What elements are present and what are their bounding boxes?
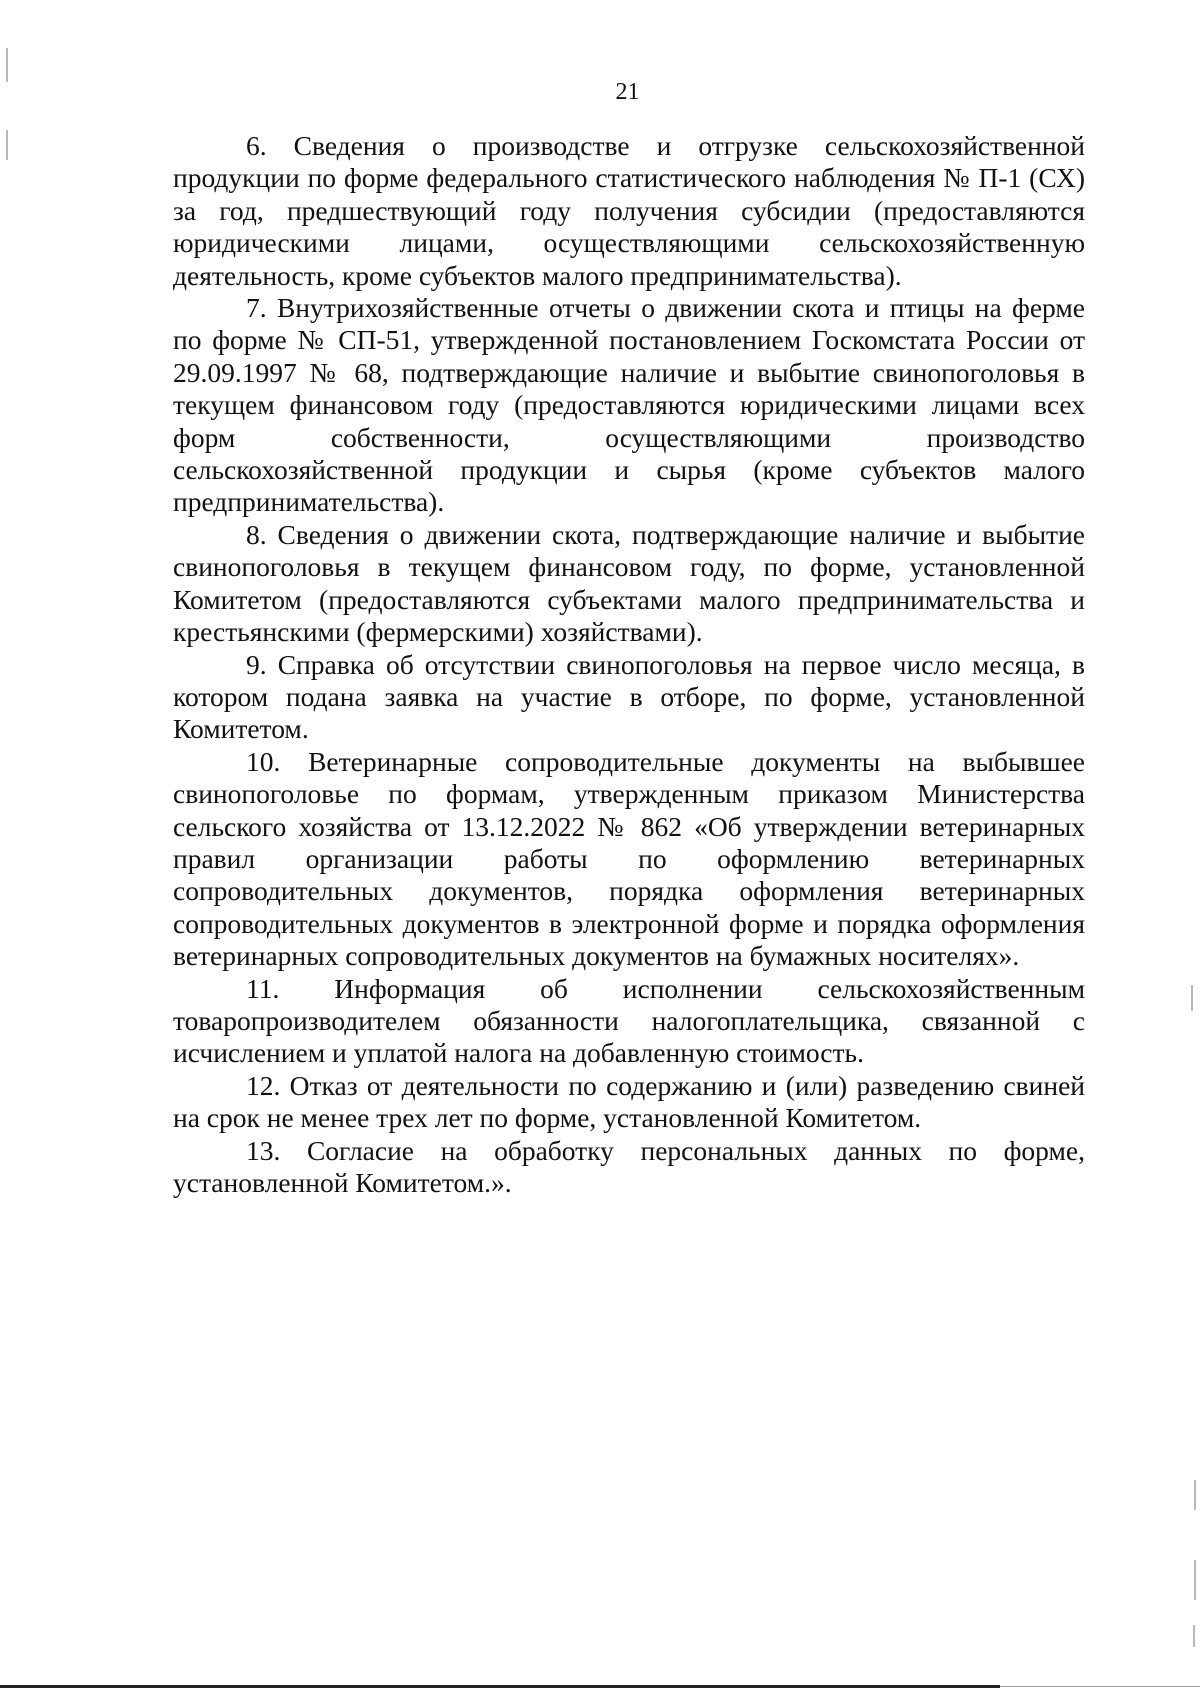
scan-bottom-edge-line-faint [1000, 1686, 1200, 1687]
paragraph-9: 9. Справка об отсутствии свинопоголовья на первое число месяца, в котором подана заявка на участие в отборе, по форме, установленной Комитетом. [173, 648, 1085, 745]
scan-edge-mark-left-mid [6, 130, 8, 160]
scan-bottom-edge-line [0, 1685, 1000, 1688]
paragraph-7: 7. Внутрихозяйственные отчеты о движении скота и птицы на ферме по форме № СП-51, утвержденной постановлением Госкомстата России от 29.09.1997 № 68, подтверждающие наличие и выбытие свинопоголовья в текущем финансовом году (предоставляются юридическими лицами всех форм собственности, осуществляющими производство сельскохозяйственной продукции и сырья (кроме субъектов малого предпринимательства). [173, 292, 1085, 518]
scan-edge-mark-right-3 [1194, 1560, 1196, 1600]
paragraph-13: 13. Согласие на обработку персональных данных по форме, установленной Комитетом.». [173, 1134, 1085, 1198]
document-body [173, 130, 1085, 1199]
scan-edge-mark-right-2 [1194, 1480, 1196, 1510]
paragraph-6: 6. Сведения о производстве и отгрузке сельскохозяйственной продукции по форме федерального статистического наблюдения № П-1 (СХ) за год, предшествующий году получения субсидии (предоставляются юридическими лицами, осуществляющими сельскохозяйственную деятельность, кроме субъектов малого предпринимательства). [173, 130, 1085, 291]
scan-edge-mark-right-4 [1193, 1625, 1195, 1647]
paragraph-8: 8. Сведения о движении скота, подтверждающие наличие и выбытие свинопоголовья в текущем финансовом году, по форме, установленной Комитетом (предоставляются субъектами малого предпринимательства и крестьянскими (фермерскими) хозяйствами). [173, 518, 1085, 648]
scan-edge-mark-right-1 [1191, 985, 1193, 1011]
scan-edge-mark-left-top [6, 48, 8, 82]
paragraph-10: 10. Ветеринарные сопроводительные документы на выбывшее свинопоголовье по формам, утвержденным приказом Министерства сельского хозяйства от 13.12.2022 № 862 «Об утверждении ветеринарных правил организации работы по оформлению ветеринарных сопроводительных документов, порядка оформления ветеринарных сопроводительных документов в электронной форме и порядка оформления ветеринарных сопроводительных документов на бумажных носителях». [173, 745, 1085, 972]
page-number: 21 [615, 79, 640, 105]
paragraph-12: 12. Отказ от деятельности по содержанию и (или) разведению свиней на срок не менее трех лет по форме, установленной Комитетом. [173, 1069, 1085, 1134]
paragraph-11: 11. Информация об исполнении сельскохозяйственным товаропроизводителем обязанности налогоплательщика, связанной с исчислением и уплатой налога на добавленную стоимость. [173, 972, 1085, 1069]
